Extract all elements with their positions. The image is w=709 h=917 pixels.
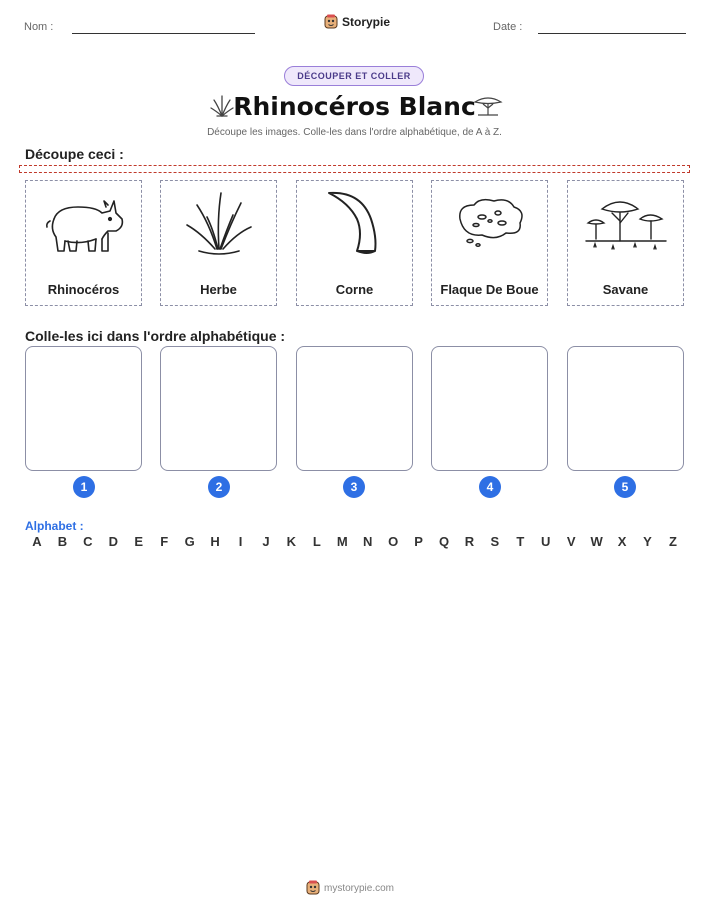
alphabet-letter: G	[184, 534, 195, 549]
slot-number-badge: 1	[73, 476, 95, 498]
alphabet-letter: E	[134, 534, 144, 549]
paste-section-title: Colle-les ici dans l'ordre alphabétique :	[25, 328, 286, 344]
storypie-footer-logo-icon	[306, 880, 320, 896]
page-title: Rhinocéros Blanc	[233, 92, 476, 121]
paste-box-4[interactable]	[431, 346, 548, 471]
alphabet-letter: M	[336, 534, 348, 549]
paste-box-3[interactable]	[296, 346, 413, 471]
alphabet-letter: A	[32, 534, 42, 549]
alphabet-letter: Q	[438, 534, 450, 549]
acacia-tree-icon	[472, 95, 504, 117]
slot-number-badge: 2	[208, 476, 230, 498]
storypie-logo-icon	[324, 14, 338, 30]
paste-box-2[interactable]	[160, 346, 277, 471]
cut-card-grass[interactable]	[160, 180, 277, 306]
alphabet-letter: U	[541, 534, 551, 549]
alphabet-letter: K	[286, 534, 297, 549]
card-label: Flaque De Boue	[440, 282, 539, 297]
cut-section-title: Découpe ceci :	[25, 146, 124, 162]
name-line[interactable]	[72, 33, 255, 34]
horn-icon	[311, 189, 399, 259]
card-label: Corne	[335, 282, 374, 297]
footer-url: mystorypie.com	[324, 882, 395, 894]
footer	[306, 880, 394, 896]
alphabet-letter: V	[566, 534, 576, 549]
brand	[324, 14, 390, 30]
page-instructions: Découpe les images. Colle-les dans l'ordre alphabétique, de A à Z.	[207, 127, 502, 138]
cut-card-rhino[interactable]	[25, 180, 142, 306]
alphabet-letter: X	[617, 534, 627, 549]
cut-card-horn[interactable]	[296, 180, 413, 306]
alphabet-letter: H	[210, 534, 220, 549]
mud-puddle-icon	[446, 189, 534, 259]
card-label: Savane	[602, 282, 649, 297]
brand-name: Storypie	[342, 15, 391, 29]
cut-card-savanna[interactable]	[567, 180, 684, 306]
alphabet-letter: L	[312, 534, 321, 549]
slot-number-badge: 3	[343, 476, 365, 498]
alphabet-letter: W	[590, 534, 603, 549]
card-label: Rhinocéros	[47, 282, 120, 297]
alphabet-letter: D	[108, 534, 118, 549]
alphabet-letter: J	[262, 534, 270, 549]
cut-card-mud-puddle[interactable]	[431, 180, 548, 306]
slot-number-badge: 4	[479, 476, 501, 498]
alphabet-letter: T	[516, 534, 525, 549]
alphabet-letter: O	[388, 534, 399, 549]
alphabet-letter: C	[83, 534, 93, 549]
savanna-icon	[582, 189, 670, 259]
paste-box-5[interactable]	[567, 346, 684, 471]
grass-icon	[175, 189, 263, 259]
slot-number-badge: 5	[614, 476, 636, 498]
alphabet-letter: R	[464, 534, 475, 549]
rhino-icon	[40, 189, 128, 259]
alphabet-letter: N	[362, 534, 373, 549]
alphabet-letter: F	[160, 534, 169, 549]
name-label: Nom :	[24, 21, 54, 33]
alphabet-letter: P	[414, 534, 423, 549]
alphabet-letter: B	[57, 534, 68, 549]
cut-line	[19, 165, 690, 173]
date-line[interactable]	[538, 33, 686, 34]
activity-badge: DÉCOUPER ET COLLER	[284, 66, 424, 86]
paste-box-1[interactable]	[25, 346, 142, 471]
alphabet-letter: Z	[668, 534, 677, 549]
alphabet-row	[25, 534, 685, 549]
alphabet-letter: I	[238, 534, 243, 549]
alphabet-letter: S	[490, 534, 500, 549]
date-label: Date :	[493, 21, 523, 33]
alphabet-letter: Y	[643, 534, 652, 549]
alphabet-title: Alphabet :	[25, 519, 84, 533]
card-label: Herbe	[200, 282, 237, 297]
